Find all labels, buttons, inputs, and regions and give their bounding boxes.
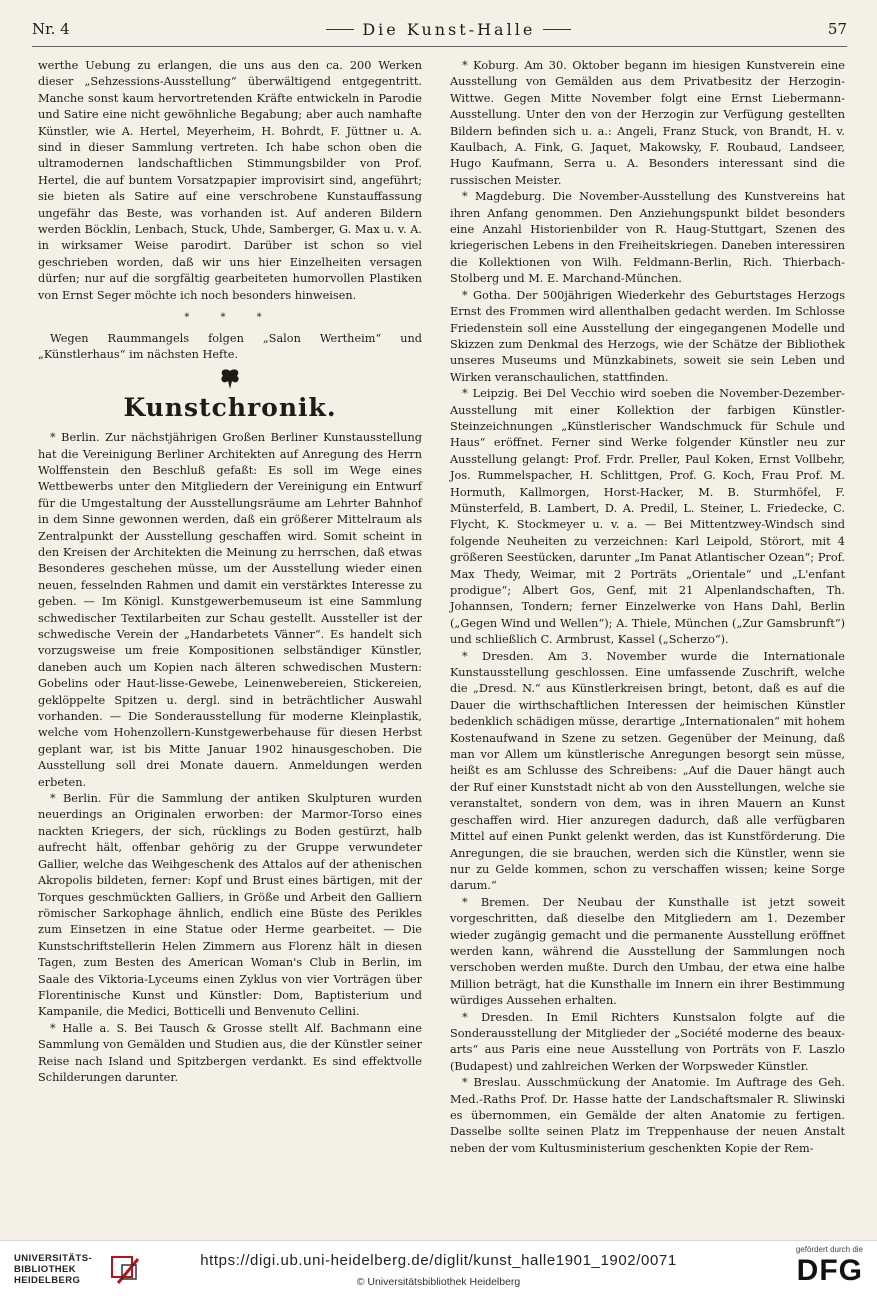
- left-paragraph-5: * Halle a. S. Bei Tausch & Grosse stellt Alf. Bachmann eine Sammlung von Gemälden und Studien aus, die der Künstler seiner Reise nach Island und Spitzbergen verdankt. Es sind effektvolle Schilderungen darunter.: [38, 1021, 422, 1084]
- right-paragraph-8: * Breslau. Ausschmückung der Anatomie. Im Auftrage des Geh. Med.-Raths Prof. Dr. Hasse hatte der Landschaftsmaler R. Sliwinski es übernommen, ein Gemälde der alten Anatomie zu fertigen. Dasselbe sollte seinen Platz im Treppenhause der neuen Anstalt neben der vom Kultusministerium geschenkten Kopie der Rem-: [450, 1076, 845, 1155]
- right-paragraph-7: * Dresden. In Emil Richters Kunstsalon folgte auf die Sonderausstellung der Mitglieder der „Société moderne des beaux-arts“ aus Paris eine neue Ausstellung von Porträts von F. Laszlo (Budapest) und zahlreichen Werken der Worpsweder Künstler.: [450, 1010, 845, 1073]
- funding-label: gefördert durch die: [795, 1245, 863, 1254]
- journal-title: Die Kunst-Halle: [362, 19, 536, 39]
- right-paragraph-1: * Koburg. Am 30. Oktober begann im hiesigen Kunstverein eine Ausstellung von Gemälden aus dem Privatbesitz der Herzogin-Wittwe. Gegen Mitte November folgt eine Ernst Liebermann-Ausstellung. Unter den von der Herzogin zur Verfügung gestellten Bildern befinden sich u. a.: Angeli, Franz Stuck, von Brandt, H. v. Kaulbach, A. Fink, G. Jaquet, Makowsky, F. Roubaud, Landseer, Hugo Kaufmann, Serra u. A. Besonders interessant sind die russischen Meister.: [450, 59, 845, 187]
- dfg-logo: DFG: [796, 1254, 863, 1287]
- library-name: UNIVERSITÄTS-BIBLIOTHEK HEIDELBERG: [14, 1253, 93, 1286]
- running-title: [326, 20, 571, 39]
- left-paragraph-2: Wegen Raummangels folgen „Salon Wertheim“ und „Künstlerhaus“ im nächsten Hefte.: [38, 331, 422, 361]
- viewer-footer: [0, 1240, 877, 1301]
- title-rule-left: [326, 29, 354, 30]
- permalink-url[interactable]: https://digi.ub.uni-heidelberg.de/diglit/kunst_halle1901_1902/0071: [200, 1252, 677, 1269]
- right-paragraph-2: * Magdeburg. Die November-Ausstellung des Kunstvereins hat ihren Anfang genommen. Den Anziehungspunkt bildet besonders eine Anzahl Historienbilder von R. Haug-Stuttgart, Szenen des kriegerischen Lebens in den Freiheitskriegen. Daneben interessiren die Kollektionen von Wilh. Feldmann-Berlin, Rich. Thierbach-Stolberg und M. E. Marchand-München.: [450, 190, 845, 286]
- title-rule-right: [543, 29, 571, 30]
- leaf-ornament-icon: [38, 367, 422, 393]
- right-paragraph-4: * Leipzig. Bei Del Vecchio wird soeben die November-Dezember-Ausstellung mit einer Kollektion der farbigen Künstler-Steinzeichnungen „Künstlerischer Wandschmuck für Schule und Haus“ eröffnet. Ferner sind Werke folgender Künstler neu zur Ausstellung gelangt: Prof. Frdr. Preller, Paul Koken, Ernst Vollbehr, Jos. Rummelspacher, H. Schlittgen, Prof. G. Koch, Frau Prof. M. Hormuth, Kallmorgen, Horst-Hacker, M. B. Sturmhöfel, F. Münsterfeld, B. Lambert, D. A. Predil, L. Steiner, L. Friedecke, C. Flycht, K. Stockmeyer u. v. a. — Bei Mittentzwey-Windsch sind folgende Neuheiten zu verzeichnen: Karl Leipold, Störort, mit 4 größeren Seestücken, darunter „Im Panat Atlantischer Ozean“; Prof. Max Thedy, Weimar, mit 2 Porträts „Orientale“ und „L'enfant prodigue“; Albert Gos, Genf, mit 21 Alpenlandschaften, Th. Johannsen, Tondern; ferner Einzelwerke von Hans Dahl, Berlin („Gegen Wind und Wellen“); A. Thiele, München („Zur Gamsbrunft“) und schließlich C. Armbrust, Kassel („Scherzo“).: [450, 387, 845, 647]
- right-paragraph-3: * Gotha. Der 500jährigen Wiederkehr des Geburtstages Herzogs Ernst des Frommen wird allenthalben gedacht werden. Im Schlosse Friedenstein soll eine Ausstellung der eingegangenen Modelle und Skizzen zum Denkmal des Herzogs, wie der Schätze der Bibliothek unseres Museums und Münzkabinets, soweit sie sein Leben und Wirken veranschaulichen, stattfinden.: [450, 288, 845, 384]
- page-header: [32, 14, 847, 44]
- page-number: 57: [827, 20, 847, 38]
- section-stars: * * *: [184, 312, 276, 324]
- left-paragraph-4: * Berlin. Für die Sammlung der antiken Skulpturen wurden neuerdings an Originalen erworben: der Marmor-Torso eines nackten Kriegers, der sich, rücklings zu Boden gestürzt, halb aufrecht hält, offenbar gehörig zu der Gruppe verwundeter Gallier, welche das Weihgeschenk des Attalos auf der athenischen Akropolis bildeten, ferner: Kopf und Brust eines bärtigen, mit der Torques geschmückten Galliers, in Größe und Arbeit den Galliern römischer Sarkophage ähnlich, endlich eine Büste des Perikles zum Einsetzen in eine Statue oder Herme gearbeitet. — Die Kunstschriftstellerin Helen Zimmern aus Florenz hält in diesen Tagen, zum Besten des American Woman's Club in Berlin, im Saale des Viktoria-Lyceums einen Zyklus von vier Vorträgen über Florentinische Kunst und Künstler: Dom, Baptisterium und Kampanile, die Medici, Botticelli und Benvenuto Cellini.: [38, 792, 422, 1019]
- right-paragraph-6: * Bremen. Der Neubau der Kunsthalle ist jetzt soweit vorgeschritten, daß dieselbe den Mitgliedern am 1. Dezember wieder zugängig gemacht und die permanente Ausstellung eröffnet werden kann, während die Ausstellung der Sammlungen noch verschoben werden mußte. Durch den Umbau, der etwa eine halbe Million beträgt, hat die Kunsthalle im Innern ein ihrer Bestimmung würdiges Aussehen erhalten.: [450, 895, 845, 1008]
- right-column: [450, 58, 845, 1157]
- header-rule: [32, 46, 847, 47]
- copyright-notice: © Universitätsbibliothek Heidelberg: [356, 1276, 521, 1288]
- funder-block[interactable]: [796, 1245, 863, 1288]
- section-title: Kunstchronik.: [123, 392, 337, 422]
- left-paragraph-3: * Berlin. Zur nächstjährigen Großen Berliner Kunstausstellung hat die Vereinigung Berliner Architekten auf Anregung des Herrn Wolffenstein den Beschluß gefaßt: Es soll im Wege eines Wettbewerbs unter den Mitgliedern der Vereinigung ein Entwurf für die Umgestaltung der Ausstellungsräume am Lehrter Bahnhof in dem Sinne gewonnen werden, daß ein größerer Mittelraum als Zentralpunkt der Ausstellung geschaffen wird. Somit scheint in den Kreisen der Architekten die Meinung zu herrschen, daß etwas Besonderes geschehen müsse, um der Ausstellung wieder einen neuen, fesselnden Rahmen und damit ein verstärktes Interesse zu geben. — Im Königl. Kunstgewerbemuseum ist eine Sammlung schwedischer Textilarbeiten zur Schau gestellt. Aussteller ist der schwedische Verein der „Handarbetets Vänner“. Es handelt sich vorzugsweise um freie Kompositionen selbständiger Künstler, daneben auch um Kopien nach älteren schwedischen Mustern: Gobelins oder Haut-lisse-Gewebe, Leinenwebereien, Stickereien, geklöppelte Spitzen u. dergl. sind in beträchtlicher Auswahl vorhanden. — Die Sonderausstellung für moderne Kleinplastik, welche vom Hohenzollern-Kunstgewerbehause für diesen Herbst geplant war, ist bis Mitte Januar 1902 hinausgeschoben. Die Ausstellung soll drei Monate dauern. Anmeldungen werden erbeten.: [38, 431, 422, 789]
- left-paragraph-1: werthe Uebung zu erlangen, die uns aus den ca. 200 Werken dieser „Sehzessions-Ausstellung“ überwältigend entgegentritt. Manche sonst kaum hervortretenden Kräfte entwickeln in Parodie und Satire eine nicht gewöhnliche Begabung; aber auch namhafte Künstler, wie A. Hertel, Meyerheim, H. Bohrdt, F. Jüttner u. A. sind in dieser Sammlung vertreten. Ich habe schon oben die ultramodernen landschaftlichen Stimmungsbilder von Prof. Hertel, die auf buntem Vorsatzpapier improvisirt sind, angeführt; sie bieten als Satire auf eine verschrobene Kunstauffassung ungefähr das Beste, was vorhanden ist. Auf anderen Bildern werden Böcklin, Lenbach, Stuck, Uhde, Samberger, G. Max u. v. A. in wirksamer Weise parodirt. Darüber ist schon so viel geschrieben worden, daß wir uns hier Einzelheiten versagen dürfen; nur auf die sorgfältig gearbeiteten humorvollen Plastiken von Ernst Seger möchte ich noch besonders hinweisen.: [38, 59, 422, 302]
- issue-number: Nr. 4: [32, 20, 70, 38]
- right-paragraph-5: * Dresden. Am 3. November wurde die Internationale Kunstausstellung geschlossen. Eine umfassende Zuschrift, welche die „Dresd. N.“ aus Künstlerkreisen bringt, betont, daß es auf die Dauer die wirthschaftlichen Interessen der heimischen Künstler bedenklich schädigen müsse, derartige „Internationalen“ mit hohem Kostenaufwand in Szene zu setzen. Gegenüber der Meinung, daß man vor Allem um künstlerische Anregungen besorgt sein müsse, heißt es am Schlusse des Schreibens: „Auf die Dauer hängt auch der Ruf einer Kunststadt nicht ab von den Ausstellungen, welche sie veranstaltet, sondern von dem, was in ihren Mauern an Kunst geschaffen wird. Hier anzuregen dadurch, daß alle verfügbaren Mittel auf einen Punkt gelenkt werden, das ist Kunstförderung. Die Anregungen, die sie brauchen, werden sich die Künstler, wenn sie nur zu Gelde kommen, schon zu verschaffen wissen; keine Sorge darum.“: [450, 649, 845, 893]
- left-column: [38, 58, 422, 1086]
